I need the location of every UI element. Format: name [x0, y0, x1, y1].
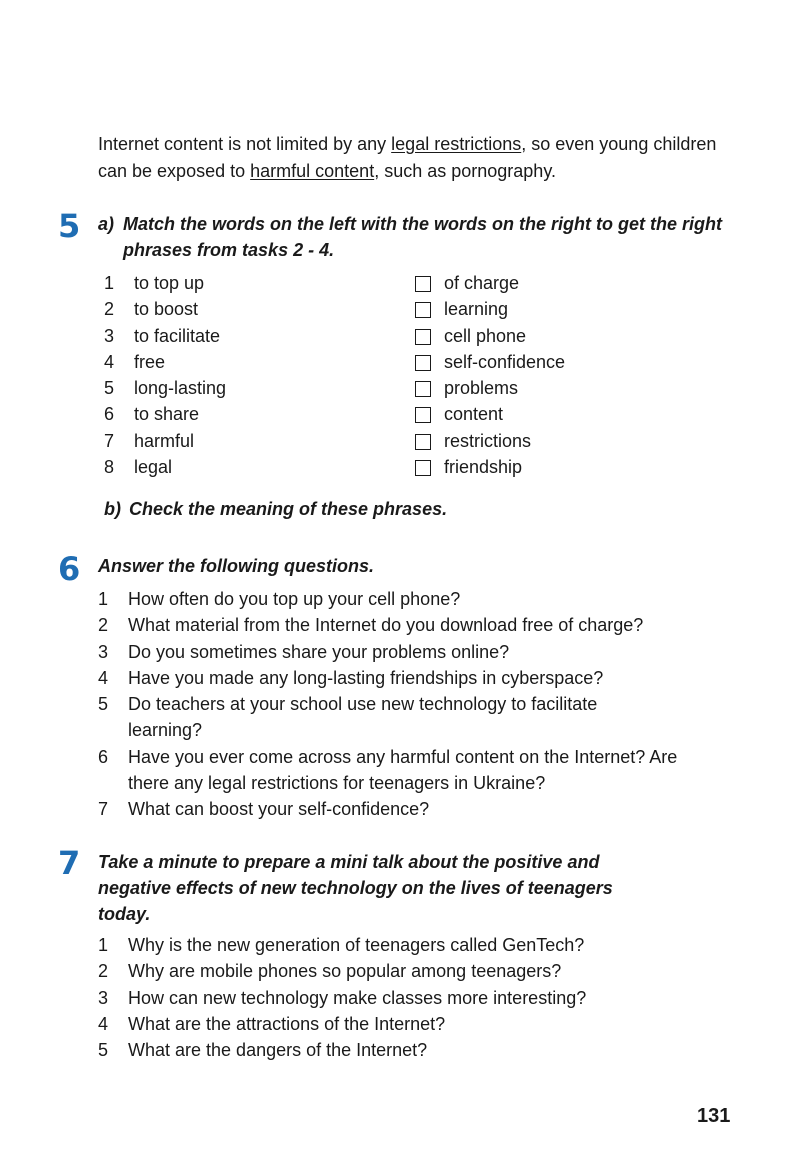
- list-item: 6 Have you ever come across any harmful content on the Internet? Are there any legal restrictions for teenagers in Ukraine?: [98, 746, 678, 794]
- list-item: 1 How often do you top up your cell phone?: [98, 589, 461, 609]
- answer-checkbox[interactable]: [415, 434, 431, 450]
- match-right-item: cell phone: [415, 323, 565, 349]
- match-left-item: 3 to facilitate: [104, 325, 221, 346]
- match-left-item: 5 long-lasting: [104, 378, 227, 399]
- answer-checkbox[interactable]: [415, 407, 431, 423]
- match-left-item: 1 to top up: [104, 273, 205, 293]
- list-item: 2 Why are mobile phones so popular among teenagers?: [98, 961, 562, 982]
- match-left-item: 4 free: [104, 351, 166, 372]
- answer-checkbox[interactable]: [415, 381, 431, 397]
- answer-checkbox[interactable]: [415, 355, 431, 371]
- exercise-7-instruction: Take a minute to prepare a mini talk about the positive and negative effects of new technology on the lives of teenagers today.: [98, 852, 613, 924]
- match-right-item: friendship: [415, 454, 565, 480]
- match-right-item: learning: [415, 296, 565, 322]
- exercise-7-number: 7: [58, 844, 81, 882]
- match-left-item: 8 legal: [104, 457, 173, 478]
- match-right-column: [415, 270, 565, 480]
- match-right-item: content: [415, 401, 565, 427]
- exercise-5b-instruction: [104, 496, 447, 522]
- list-item: 1 Why is the new generation of teenagers called GenTech?: [98, 935, 585, 955]
- exercise-5a-text: Match the words on the left with the words on the right to get the right phrases from tasks 2 - 4.: [123, 214, 722, 260]
- match-left-item: 6 to share: [104, 404, 200, 425]
- match-left-column: [104, 270, 226, 480]
- intro-paragraph: [98, 131, 718, 185]
- exercise-5b-text: Check the meaning of these phrases.: [129, 499, 448, 519]
- answer-checkbox[interactable]: [415, 276, 431, 292]
- part-b-label: b): [104, 499, 121, 519]
- intro-text-3: , such as pornography.: [374, 161, 556, 181]
- match-left-item: 7 harmful: [104, 430, 195, 451]
- match-right-item: of charge: [415, 270, 565, 296]
- match-right-item: problems: [415, 375, 565, 401]
- exercise-5a-instruction: [98, 211, 723, 263]
- part-a-label: a): [98, 214, 115, 234]
- answer-checkbox[interactable]: [415, 302, 431, 318]
- exercise-6-questions: [98, 586, 688, 823]
- list-item: 5 What are the dangers of the Internet?: [98, 1040, 428, 1061]
- match-right-item: restrictions: [415, 428, 565, 454]
- underlined-phrase-legal-restrictions: legal restrictions: [391, 134, 522, 154]
- list-item: 4 Have you made any long-lasting friendships in cyberspace?: [98, 667, 604, 688]
- match-left-item: 2 to boost: [104, 299, 199, 320]
- answer-checkbox[interactable]: [415, 329, 431, 345]
- list-item: 5 Do teachers at your school use new technology to facilitate learning?: [98, 694, 598, 741]
- list-item: 3 Do you sometimes share your problems online?: [98, 641, 510, 662]
- exercise-6-instruction: Answer the following questions.: [98, 556, 375, 576]
- exercise-6-number: 6: [58, 550, 81, 588]
- exercise-7-questions: [98, 932, 688, 1063]
- list-item: 4 What are the attractions of the Internet?: [98, 1013, 446, 1034]
- match-right-item: self-confidence: [415, 349, 565, 375]
- list-item: 2 What material from the Internet do you download free of charge?: [98, 615, 644, 636]
- page-number: 131: [697, 1105, 731, 1127]
- list-item: 3 How can new technology make classes more interesting?: [98, 987, 587, 1008]
- intro-text-1: Internet content is not limited by any: [98, 134, 392, 154]
- exercise-5-number: 5: [58, 207, 81, 245]
- answer-checkbox[interactable]: [415, 460, 431, 476]
- list-item: 7 What can boost your self-confidence?: [98, 799, 430, 820]
- intro-text-2: , so even young children can be exposed to: [98, 134, 717, 181]
- underlined-phrase-harmful-content: harmful content: [250, 161, 375, 181]
